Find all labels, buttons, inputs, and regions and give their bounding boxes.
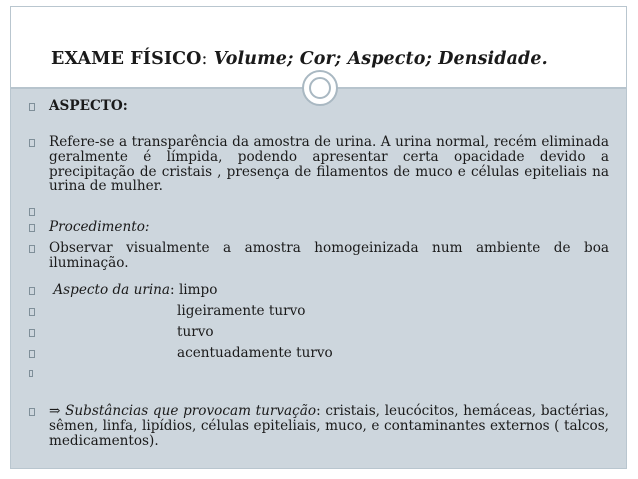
- title-main: EXAME FÍSICO: [51, 49, 202, 69]
- substancias-text: : cristais, leucócitos, hemáceas, bactérias, sêmen, linfa, lipídios, células epiteliais, muco, e contaminantes externos ( talcos, medicamentos).: [49, 403, 609, 449]
- slide-title: [51, 49, 548, 69]
- bullet-icon: [29, 245, 35, 253]
- bullet-icon: [29, 370, 33, 377]
- bullet-icon: [29, 139, 35, 147]
- bullet-icon: [29, 408, 35, 416]
- bullet-icon: [29, 287, 35, 295]
- option-acentuado: acentuadamente turvo: [177, 345, 333, 361]
- option-line: [49, 304, 609, 319]
- option-turvo: turvo: [177, 324, 214, 340]
- substancias-paragraph: [49, 404, 609, 448]
- ornament-inner-circle: [309, 77, 331, 99]
- bullet-icon: [29, 103, 35, 111]
- aspecto-heading: ASPECTO:: [49, 98, 128, 114]
- arrow-icon: ⇒: [49, 403, 61, 419]
- procedimento-label: Procedimento:: [49, 219, 150, 235]
- ornament-circle-icon: [302, 70, 338, 106]
- bullet-icon: [29, 308, 35, 316]
- aspecto-urina-value: : limpo: [170, 282, 218, 298]
- aspecto-urina-label: Aspecto da urina: [53, 282, 171, 298]
- procedimento-text: Observar visualmente a amostra homogeinizada num ambiente de boa iluminação.: [49, 240, 609, 271]
- title-colon: :: [201, 49, 208, 69]
- bullet-icon: [29, 208, 35, 216]
- aspecto-description: Refere-se a transparência da amostra de urina. A urina normal, recém eliminada geralmente é límpida, podendo apresentar certa opacidade devido a precipitação de cristais , presença de filamentos de muco e células epiteliais na urina de mulher.: [49, 134, 609, 195]
- bullet-icon: [29, 224, 35, 232]
- content-area: [11, 89, 626, 468]
- substancias-label: Substâncias que provocam turvação: [65, 403, 317, 419]
- option-line: [49, 346, 609, 361]
- option-ligeiramente: ligeiramente turvo: [177, 303, 306, 319]
- title-subtitle: Volume; Cor; Aspecto; Densidade.: [213, 49, 548, 69]
- aspecto-urina-line: [49, 283, 609, 298]
- option-line: [49, 325, 609, 340]
- bullet-icon: [29, 329, 35, 337]
- bullet-icon: [29, 350, 35, 358]
